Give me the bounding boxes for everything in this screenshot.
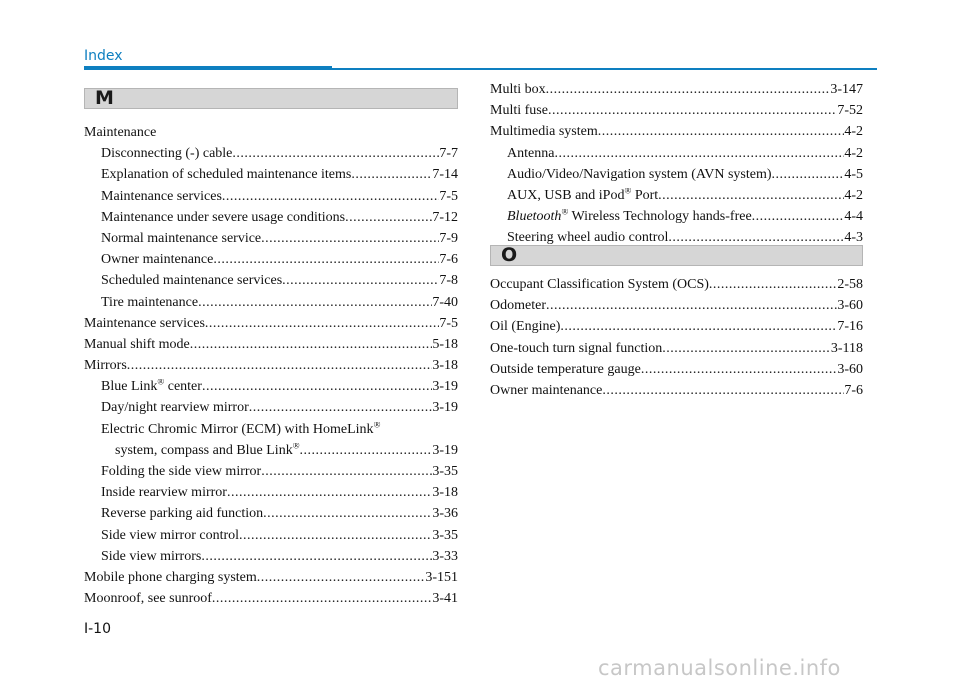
index-entry bbox=[84, 295, 458, 316]
dot-leader bbox=[546, 82, 831, 98]
dot-leader bbox=[232, 146, 439, 162]
index-entry-term: Bluetooth bbox=[507, 209, 562, 225]
dot-leader bbox=[662, 341, 831, 357]
index-entry-page: 3-33 bbox=[432, 548, 458, 564]
index-entry-term-rest: Port bbox=[631, 187, 659, 203]
index-entry-page: 3-19 bbox=[432, 400, 458, 416]
dot-leader bbox=[752, 209, 845, 225]
index-entry-text bbox=[101, 167, 351, 183]
dot-leader bbox=[300, 443, 433, 459]
dot-leader bbox=[201, 549, 432, 565]
index-entry-text bbox=[507, 188, 658, 204]
index-entry-page: 7-40 bbox=[432, 294, 458, 310]
index-entry-text bbox=[490, 362, 641, 378]
dot-leader bbox=[261, 231, 439, 247]
index-entry-page: 7-5 bbox=[439, 188, 458, 204]
letter-heading-m-text: M bbox=[95, 87, 114, 109]
index-entry-term: Steering wheel audio control bbox=[507, 230, 669, 246]
index-entry-text bbox=[101, 252, 213, 268]
index-entry bbox=[490, 124, 863, 145]
index-entry bbox=[84, 379, 458, 400]
dot-leader bbox=[190, 337, 433, 353]
index-entry-term: Maintenance services bbox=[101, 188, 222, 204]
index-entry bbox=[84, 464, 458, 485]
index-entry-page: 3-151 bbox=[425, 569, 458, 585]
dot-leader bbox=[560, 319, 837, 335]
index-entry-term: Inside rearview mirror bbox=[101, 485, 227, 501]
registered-mark: ® bbox=[373, 421, 381, 429]
index-entry bbox=[84, 231, 458, 252]
index-entry-text bbox=[490, 298, 546, 314]
index-entry-page: 3-60 bbox=[837, 361, 863, 377]
index-entry-text bbox=[101, 549, 201, 565]
dot-leader bbox=[282, 273, 439, 289]
index-entry-page: 3-35 bbox=[432, 527, 458, 543]
dot-leader bbox=[548, 103, 837, 119]
index-entry-term: system, compass and Blue Link bbox=[115, 442, 293, 458]
index-entry-term: Day/night rearview mirror bbox=[101, 400, 249, 416]
index-entry bbox=[490, 319, 863, 340]
index-entry-text bbox=[101, 231, 261, 247]
index-entry-text bbox=[490, 383, 602, 399]
index-entry bbox=[84, 506, 458, 527]
index-entry-term: Normal maintenance service bbox=[101, 230, 262, 246]
index-entry bbox=[490, 167, 863, 188]
index-entry-text bbox=[507, 146, 554, 162]
index-entry bbox=[84, 189, 458, 210]
index-entry-page: 4-2 bbox=[844, 145, 863, 161]
dot-leader bbox=[205, 316, 439, 332]
dot-leader bbox=[212, 591, 432, 607]
dot-leader bbox=[222, 189, 439, 205]
dot-leader bbox=[127, 358, 433, 374]
header-rule-thick bbox=[84, 66, 332, 70]
registered-mark: ® bbox=[157, 379, 165, 387]
index-entry-term: Folding the side view mirror bbox=[101, 464, 262, 479]
dot-leader bbox=[598, 124, 845, 140]
index-entry bbox=[490, 230, 863, 251]
index-entry-term: Multi fuse bbox=[490, 103, 548, 119]
index-entry-text bbox=[84, 337, 190, 353]
dot-leader bbox=[257, 570, 426, 586]
index-entry-term: Scheduled maintenance services bbox=[101, 273, 283, 289]
index-column-right-o bbox=[490, 277, 863, 404]
index-entry bbox=[84, 337, 458, 358]
index-entry bbox=[84, 358, 458, 379]
index-entry-page: 3-19 bbox=[432, 442, 458, 458]
index-entry-text bbox=[101, 379, 202, 395]
index-entry-text bbox=[101, 295, 198, 311]
index-entry bbox=[84, 252, 458, 273]
index-entry-term: Disconnecting (-) cable bbox=[101, 146, 233, 162]
index-entry-page: 4-5 bbox=[844, 166, 863, 182]
dot-leader bbox=[772, 167, 845, 183]
index-entry-page: 4-3 bbox=[844, 230, 863, 246]
index-entry bbox=[84, 528, 458, 549]
index-entry-term: Audio/Video/Navigation system (AVN system) bbox=[507, 166, 772, 182]
index-entry-term: Outside temperature gauge bbox=[490, 361, 641, 377]
index-entry-page: 7-12 bbox=[432, 209, 458, 225]
index-entry bbox=[84, 210, 458, 231]
index-entry-text bbox=[490, 277, 709, 293]
index-entry-term: Antenna bbox=[507, 145, 555, 161]
index-entry-page: 3-60 bbox=[837, 298, 863, 314]
index-entry-page: 3-19 bbox=[432, 379, 458, 395]
dot-leader bbox=[249, 400, 433, 416]
index-entry bbox=[84, 591, 458, 612]
index-entry-text bbox=[101, 422, 380, 438]
index-entry-page: 4-2 bbox=[844, 124, 863, 140]
index-entry-term: Electric Chromic Mirror (ECM) with HomeLink bbox=[101, 421, 374, 437]
index-entry-text bbox=[84, 316, 205, 332]
index-entry-text bbox=[507, 230, 668, 246]
watermark: carmanualsonline.info bbox=[598, 656, 841, 680]
index-entry bbox=[490, 146, 863, 167]
index-entry-text bbox=[490, 103, 548, 119]
index-entry bbox=[84, 167, 458, 188]
index-entry-term: Multi box bbox=[490, 82, 546, 97]
dot-leader bbox=[261, 464, 432, 480]
index-entry bbox=[84, 422, 458, 443]
index-entry-term: Odometer bbox=[490, 298, 546, 314]
index-entry-term: Reverse parking aid function bbox=[101, 506, 264, 522]
index-entry-term: Multimedia system bbox=[490, 124, 598, 140]
index-entry bbox=[84, 273, 458, 294]
index-entry-text bbox=[84, 591, 212, 607]
index-entry bbox=[490, 82, 863, 103]
index-entry-term: Mobile phone charging system bbox=[84, 569, 257, 585]
index-entry-page: 3-18 bbox=[432, 485, 458, 501]
index-entry-text bbox=[490, 341, 662, 357]
index-entry-text bbox=[101, 189, 222, 205]
index-entry-page: 3-118 bbox=[830, 340, 863, 356]
dot-leader bbox=[709, 277, 837, 293]
page-number: I-10 bbox=[84, 621, 111, 637]
index-column-right-m bbox=[490, 82, 863, 252]
index-entry-term: One-touch turn signal function bbox=[490, 340, 663, 356]
index-entry-term: Blue Link bbox=[101, 379, 158, 395]
index-entry-text bbox=[115, 443, 300, 459]
index-entry-term: Occupant Classification System (OCS) bbox=[490, 277, 709, 292]
index-entry-term: Manual shift mode bbox=[84, 336, 190, 352]
index-entry-page: 3-36 bbox=[432, 506, 458, 522]
index-entry bbox=[84, 570, 458, 591]
index-entry-text bbox=[101, 400, 249, 416]
index-entry-page: 5-18 bbox=[432, 336, 458, 352]
index-entry-page: 7-6 bbox=[844, 382, 863, 398]
index-entry bbox=[84, 125, 458, 146]
index-entry-term: Maintenance under severe usage conditions bbox=[101, 209, 346, 225]
index-entry bbox=[490, 209, 863, 230]
index-entry-text bbox=[101, 506, 263, 522]
dot-leader bbox=[668, 230, 844, 246]
section-title: Index bbox=[84, 48, 123, 64]
index-entry-page: 3-147 bbox=[830, 82, 863, 97]
index-entry-page: 7-14 bbox=[432, 167, 458, 183]
index-entry-text bbox=[490, 124, 598, 140]
index-entry-text bbox=[84, 358, 127, 374]
index-entry-term: Tire maintenance bbox=[101, 294, 199, 310]
index-entry-page: 3-41 bbox=[432, 591, 458, 607]
index-entry bbox=[84, 443, 458, 464]
index-entry bbox=[490, 362, 863, 383]
index-entry-text bbox=[101, 485, 227, 501]
index-entry-text bbox=[101, 210, 345, 226]
index-entry-term-rest: center bbox=[164, 379, 202, 395]
index-entry-term-rest: Wireless Technology hands-free bbox=[568, 209, 752, 225]
letter-heading-m bbox=[84, 88, 458, 109]
index-entry bbox=[490, 298, 863, 319]
dot-leader bbox=[351, 167, 432, 183]
index-entry-term: Mirrors bbox=[84, 358, 127, 374]
dot-leader bbox=[546, 298, 837, 314]
dot-leader bbox=[602, 383, 844, 399]
dot-leader bbox=[263, 506, 432, 522]
dot-leader bbox=[202, 379, 432, 395]
index-entry-term: Owner maintenance bbox=[490, 382, 603, 398]
index-entry-page: 7-7 bbox=[439, 146, 458, 162]
index-entry-page: 2-58 bbox=[837, 277, 863, 292]
dot-leader bbox=[658, 188, 844, 204]
index-entry-text bbox=[507, 209, 752, 225]
index-entry-page: 7-16 bbox=[837, 319, 863, 335]
index-entry-term: Explanation of scheduled maintenance items bbox=[101, 167, 352, 183]
index-entry-term: Maintenance bbox=[84, 125, 157, 140]
index-column-left bbox=[84, 125, 458, 612]
registered-mark: ® bbox=[561, 209, 569, 217]
index-entry-page: 7-8 bbox=[439, 273, 458, 289]
index-entry bbox=[84, 146, 458, 167]
index-entry-text bbox=[490, 82, 546, 98]
index-entry bbox=[84, 549, 458, 570]
registered-mark: ® bbox=[292, 442, 300, 451]
index-entry bbox=[490, 341, 863, 362]
index-entry bbox=[490, 188, 863, 209]
index-entry-page: 4-2 bbox=[844, 187, 863, 203]
index-entry-text bbox=[507, 167, 772, 183]
index-entry-page: 7-9 bbox=[439, 230, 458, 246]
index-entry bbox=[490, 103, 863, 124]
letter-heading-o-text: O bbox=[501, 244, 518, 266]
index-entry-text bbox=[84, 570, 257, 586]
index-entry-term: Oil (Engine) bbox=[490, 319, 561, 335]
index-entry-page: 7-5 bbox=[439, 315, 458, 331]
dot-leader bbox=[554, 146, 844, 162]
index-entry bbox=[84, 316, 458, 337]
index-entry-page: 4-4 bbox=[844, 209, 863, 225]
index-entry-term: Side view mirror control bbox=[101, 527, 240, 543]
dot-leader bbox=[213, 252, 439, 268]
index-entry-page: 7-6 bbox=[439, 252, 458, 268]
index-entry-term: Maintenance services bbox=[84, 315, 205, 331]
index-entry bbox=[490, 277, 863, 298]
index-entry-text bbox=[490, 319, 560, 335]
index-entry-text bbox=[101, 464, 261, 480]
index-entry-term: Owner maintenance bbox=[101, 252, 214, 268]
index-entry-term: Moonroof, see sunroof bbox=[84, 591, 212, 607]
dot-leader bbox=[239, 528, 432, 544]
index-entry-page: 7-52 bbox=[837, 103, 863, 119]
index-entry-term: Side view mirrors bbox=[101, 548, 202, 564]
dot-leader bbox=[345, 210, 432, 226]
index-entry-page: 3-18 bbox=[432, 358, 458, 374]
header-rule-thin bbox=[332, 68, 877, 70]
dot-leader bbox=[198, 295, 432, 311]
index-entry bbox=[84, 400, 458, 421]
dot-leader bbox=[641, 362, 838, 378]
index-entry-text bbox=[101, 273, 282, 289]
index-entry-page: 3-35 bbox=[432, 464, 458, 479]
index-entry-text bbox=[101, 528, 239, 544]
index-entry-term: AUX, USB and iPod bbox=[507, 187, 625, 203]
index-entry-text bbox=[101, 146, 232, 162]
dot-leader bbox=[227, 485, 432, 501]
index-entry bbox=[490, 383, 863, 404]
index-entry bbox=[84, 485, 458, 506]
registered-mark: ® bbox=[624, 187, 632, 196]
index-entry-text bbox=[84, 125, 156, 141]
